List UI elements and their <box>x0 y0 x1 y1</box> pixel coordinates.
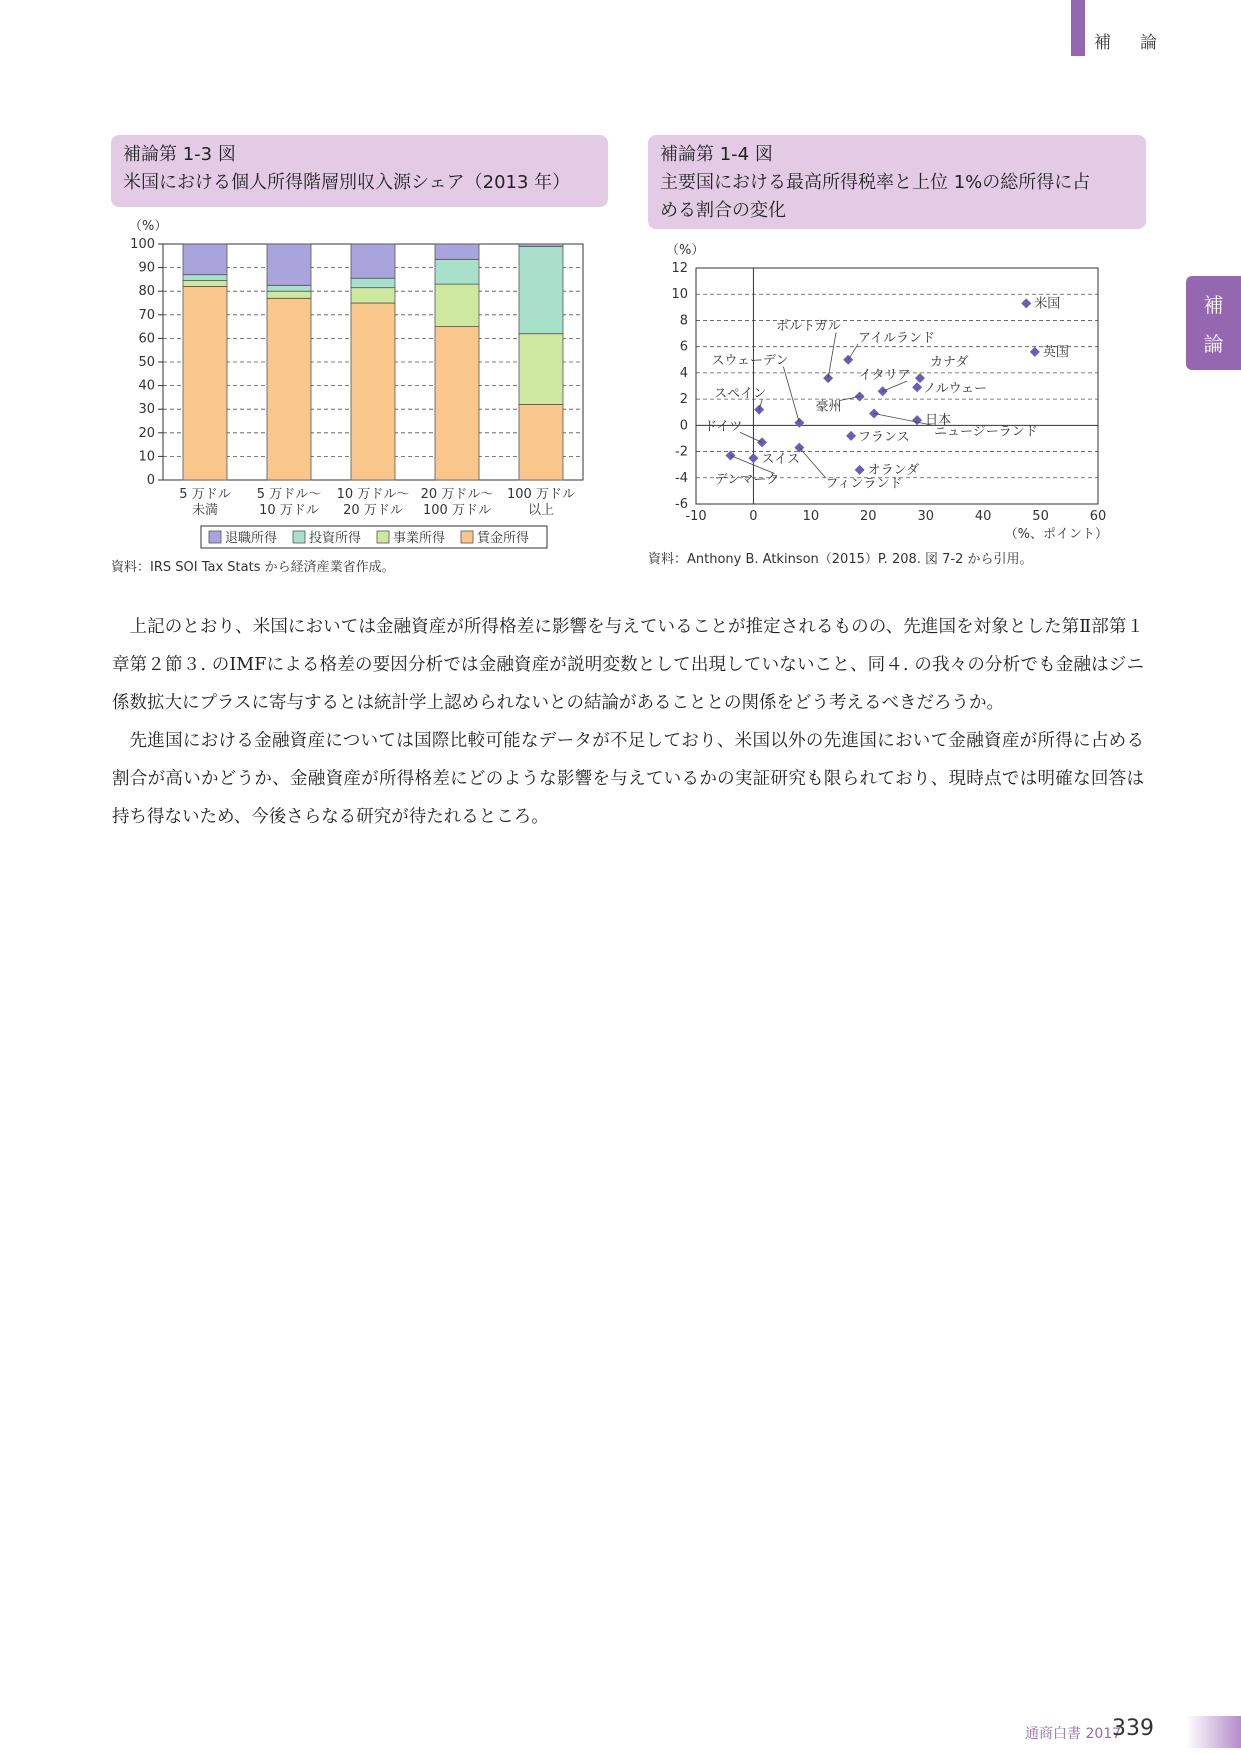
legend-swatch <box>209 531 221 543</box>
y-tick-label: 60 <box>138 331 155 347</box>
bar-segment <box>519 244 563 246</box>
legend-label: 退職所得 <box>225 531 278 546</box>
y-tick-label: 100 <box>130 237 155 252</box>
bar-segment <box>435 244 479 259</box>
bar-segment <box>519 334 563 405</box>
x-tick-label: 100 万ドル <box>507 487 575 502</box>
point-label: スペイン <box>714 386 767 402</box>
point-label: デンマーク <box>714 472 780 488</box>
x-tick-label: 0 <box>749 509 758 524</box>
figure1-title: 米国における個人所得階層別収入源シェア（2013 年） <box>123 172 571 193</box>
x-tick-label: 10 <box>802 509 820 524</box>
x-tick-label: 未満 <box>191 503 219 518</box>
y-tick-label: 0 <box>679 418 688 434</box>
point-label: フランス <box>858 429 910 445</box>
bar-segment <box>183 281 227 287</box>
x-tick-label: -10 <box>685 509 707 524</box>
y-tick-label: -2 <box>675 444 688 460</box>
legend-label: 賃金所得 <box>477 531 530 546</box>
y-tick-label: 90 <box>138 260 155 276</box>
y-tick-label: 4 <box>679 365 688 381</box>
footer-label: 通商白書 2017 <box>1025 1726 1122 1742</box>
x-tick-label: 30 <box>917 509 934 524</box>
y-tick-label: 2 <box>679 392 688 408</box>
y-tick-label: 10 <box>138 449 155 465</box>
bar-segment <box>351 288 395 303</box>
leader-line <box>848 344 858 360</box>
body-text <box>112 608 1144 836</box>
x-tick-label: 5 万ドル〜 <box>256 487 322 502</box>
point-label: ニュージーランド <box>934 424 1038 440</box>
bar-segment <box>351 244 395 278</box>
y-tick-label: 10 <box>671 287 688 303</box>
body-paragraph-2: 先進国における金融資産については国際比較可能なデータが不足しており、米国以外の先進国において金融資産が所得に占める割合が高いかどうか、金融資産が所得格差にどのような影響を与えているかの実証研究も限られており、現時点では明確な回答は持ち得ないため、今後さらなる研究が待たれるところ。 <box>112 731 1144 827</box>
point-label: ノルウェー <box>923 381 988 397</box>
x-tick-label: 20 万ドル <box>343 503 403 518</box>
y-tick-label: -4 <box>675 470 688 486</box>
x-tick-label: 5 万ドル <box>179 487 231 502</box>
point-label: 英国 <box>1042 344 1069 360</box>
data-point <box>1030 347 1040 357</box>
legend <box>201 526 547 548</box>
y-tick-label: 0 <box>146 473 155 488</box>
x-tick-label: 以上 <box>527 503 555 518</box>
point-label: スウェーデン <box>711 353 789 369</box>
leader-line <box>783 367 799 423</box>
bar-segment <box>519 404 563 480</box>
body-paragraph-1: 上記のとおり、米国においては金融資産が所得格差に影響を与えていることが推定されるものの、先進国を対象とした第Ⅱ部第１章第２節３. のIMFによる格差の要因分析では金融資産が説明変数として出現していないこと、同４. の我々の分析でも金融はジニ係数拡大にプラスに寄与するとは統計学上認められないとの結論があることとの関係をどう考えるべきだろうか。 <box>112 617 1144 713</box>
point-label: オランダ <box>867 462 920 478</box>
x-axis-unit-label: （%、ポイント） <box>1004 527 1108 542</box>
side-tab-char-2: 論 <box>1203 332 1224 356</box>
point-label: フィンランド <box>825 476 903 492</box>
x-tick-label: 20 <box>860 509 877 524</box>
bar-segment <box>351 303 395 480</box>
point-label: アイルランド <box>858 330 936 346</box>
x-tick-label: 10 万ドル <box>259 503 319 518</box>
point-label: カナダ <box>929 355 969 371</box>
legend-swatch <box>377 531 389 543</box>
x-tick-label: 50 <box>1032 509 1049 524</box>
y-tick-label: 40 <box>138 378 155 394</box>
leader-line <box>799 448 825 478</box>
bar-segment <box>267 244 311 285</box>
bar-segment <box>351 278 395 287</box>
y-tick-label: 12 <box>671 261 688 276</box>
figure2-scatter-chart <box>648 236 1146 546</box>
data-point <box>846 431 856 441</box>
bar-segment <box>519 246 563 333</box>
figure1-title-box <box>111 135 608 207</box>
header-accent-bar <box>1071 0 1085 56</box>
side-tab[interactable] <box>1186 276 1241 370</box>
point-label: 日本 <box>925 413 952 429</box>
x-tick-label: 60 <box>1089 509 1107 524</box>
leader-line <box>828 332 836 378</box>
bar-segment <box>435 259 479 284</box>
y-tick-label: -6 <box>675 497 688 512</box>
x-tick-label: 40 <box>974 509 992 524</box>
figure2-title-box <box>648 135 1146 229</box>
point-label: スイス <box>761 452 801 468</box>
bar-segment <box>267 285 311 291</box>
bar-segment <box>435 327 479 480</box>
x-tick-label: 20 万ドル〜 <box>420 487 494 502</box>
bar-segment <box>183 275 227 281</box>
data-point <box>878 386 888 396</box>
x-tick-label: 100 万ドル <box>423 503 491 518</box>
figure2-title-line1: 主要国における最高所得税率と上位 1%の総所得に占 <box>660 172 1091 193</box>
legend-swatch <box>461 531 473 543</box>
side-tab-char-1: 補 <box>1203 293 1224 317</box>
figure2-source: 資料：Anthony B. Atkinson（2015）P. 208. 図 7-2 から引用。 <box>648 552 1033 567</box>
point-label: イタリア <box>858 368 911 384</box>
page-number: 339 <box>1112 1716 1154 1741</box>
data-point <box>912 415 922 425</box>
leader-line <box>740 432 762 442</box>
y-axis-unit-label: （%） <box>129 219 168 234</box>
data-point <box>855 391 865 401</box>
legend-label: 事業所得 <box>393 531 446 546</box>
point-label: ドイツ <box>704 419 743 435</box>
figure2-title-line2: める割合の変化 <box>660 200 786 221</box>
y-tick-label: 30 <box>138 402 155 418</box>
data-point <box>794 418 804 428</box>
y-tick-label: 80 <box>138 284 155 300</box>
y-tick-label: 20 <box>138 425 155 441</box>
figure1-source: 資料：IRS SOI Tax Stats から経済産業省作成。 <box>111 560 395 575</box>
section-label: 補 論 <box>1094 33 1163 53</box>
y-tick-label: 50 <box>138 355 155 370</box>
figure1-number: 補論第 1-3 図 <box>123 144 236 165</box>
y-axis-unit-label: （%） <box>666 243 705 258</box>
point-label: ポルトガル <box>776 319 841 335</box>
data-point <box>823 373 833 383</box>
y-tick-label: 6 <box>679 339 688 355</box>
figure1-bar-chart <box>111 212 601 557</box>
data-point <box>1021 298 1031 308</box>
bar-segment <box>183 286 227 480</box>
data-point <box>869 409 879 419</box>
figure2-number: 補論第 1-4 図 <box>660 144 773 165</box>
bar-segment <box>267 291 311 298</box>
y-tick-label: 70 <box>138 307 155 323</box>
data-point <box>912 382 922 392</box>
point-label: 米国 <box>1034 296 1061 312</box>
legend-label: 投資所得 <box>309 531 362 546</box>
bar-segment <box>267 298 311 480</box>
point-label: 豪州 <box>815 399 842 415</box>
data-point <box>748 453 758 463</box>
x-tick-label: 10 万ドル〜 <box>336 487 410 502</box>
legend-swatch <box>293 531 305 543</box>
footer-accent-bar <box>1186 1716 1241 1748</box>
bar-segment <box>435 284 479 326</box>
y-tick-label: 8 <box>679 313 688 329</box>
bar-segment <box>183 244 227 275</box>
data-point <box>855 465 865 475</box>
